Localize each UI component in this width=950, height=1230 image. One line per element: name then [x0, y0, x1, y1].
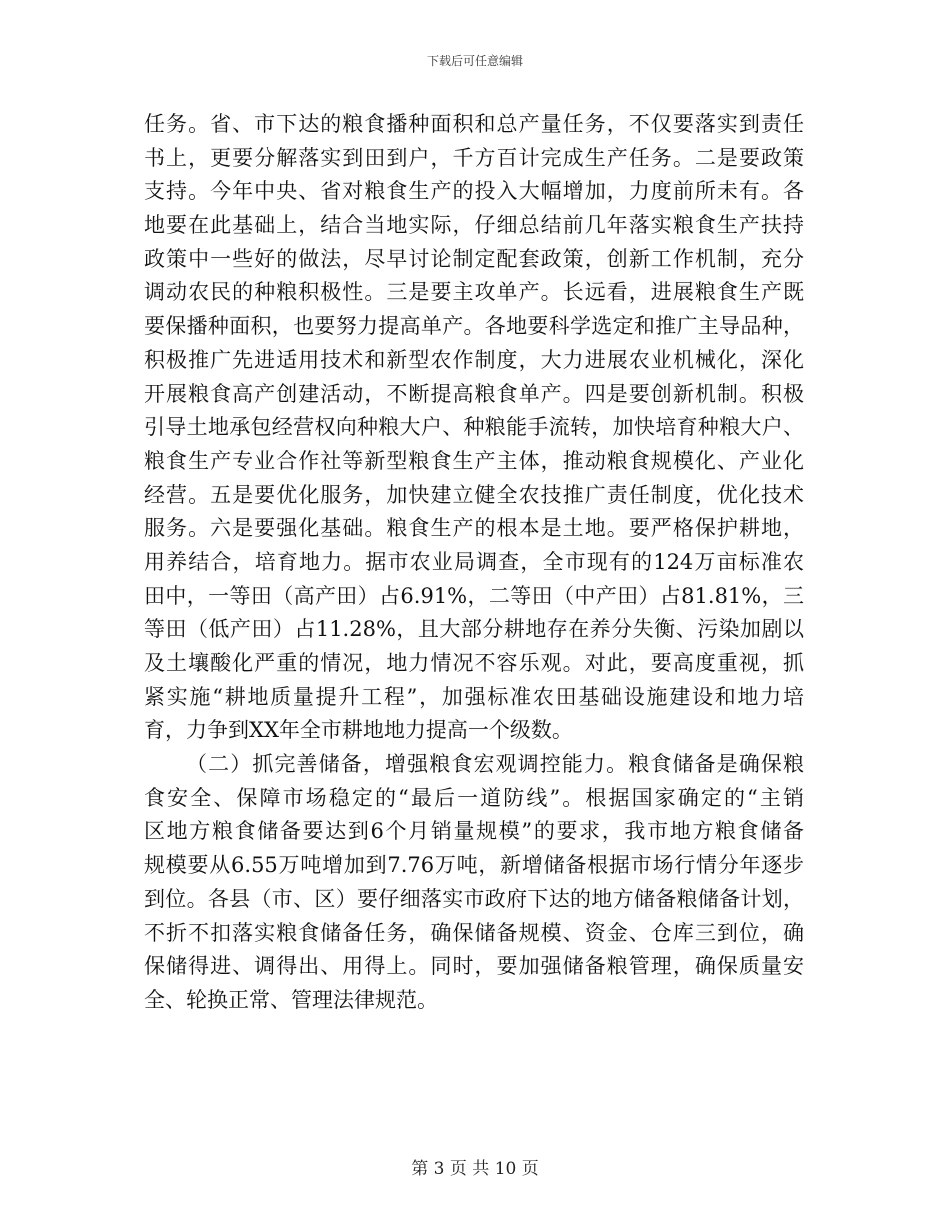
text-line: 经营。五是要优化服务，加快建立健全农技推广责任制度，优化技术	[144, 482, 804, 507]
text-line: 田中，一等田（高产田）占6.91%，二等田（中产田）占81.81%，三	[144, 583, 804, 608]
text-line: 及土壤酸化严重的情况，地力情况不容乐观。对此，要高度重视，抓	[144, 651, 804, 675]
page-header-note: 下载后可任意编辑	[426, 54, 523, 68]
text-line: 调动农民的种粮积极性。三是要主攻单产。长远看，进展粮食生产既	[144, 280, 804, 305]
text-line: 不折不扣落实粮食储备任务，确保储备规模、资金、仓库三到位，确	[144, 920, 804, 945]
text-line: 引导土地承包经营权向种粮大户、种粮能手流转，加快培育种粮大户、	[144, 415, 804, 440]
text-line: 育，力争到XX年全市耕地地力提高一个级数。	[144, 718, 573, 743]
text-line: 支持。今年中央、省对粮食生产的投入大幅增加，力度前所未有。各	[144, 179, 804, 204]
text-line: 食安全、保障市场稳定的“最后一道防线”。根据国家确定的“主销	[144, 785, 804, 810]
text-line: 粮食生产专业合作社等新型粮食生产主体，推动粮食规模化、产业化	[144, 448, 804, 473]
text-line: 任务。省、市下达的粮食播种面积和总产量任务，不仅要落实到责任	[144, 112, 804, 136]
text-line: 用养结合，培育地力。据市农业局调查，全市现有的124万亩标准农	[144, 549, 804, 574]
text-line: 全、轮换正常、管理法律规范。	[144, 987, 438, 1012]
text-line: 服务。六是要强化基础。粮食生产的根本是土地。要严格保护耕地，	[144, 516, 804, 541]
text-line: 开展粮食高产创建活动，不断提高粮食单产。四是要创新机制。积极	[144, 381, 804, 406]
document-body	[144, 108, 804, 1018]
text-line: 积极推广先进适用技术和新型农作制度，大力进展农业机械化，深化	[144, 347, 804, 372]
text-line: 区地方粮食储备要达到6个月销量规模”的要求，我市地方粮食储备	[144, 819, 804, 844]
text-line: 书上，更要分解落实到田到户，千方百计完成生产任务。二是要政策	[144, 145, 804, 170]
text-line: 政策中一些好的做法，尽早讨论制定配套政策，创新工作机制，充分	[144, 246, 804, 271]
page-number: 第 3 页 共 10 页	[411, 1159, 539, 1179]
text-line: 要保播种面积，也要努力提高单产。各地要科学选定和推广主导品种，	[144, 314, 804, 339]
text-line: 规模要从6.55万吨增加到7.76万吨，新增储备根据市场行情分年逐步	[144, 853, 804, 878]
text-line: 等田（低产田）占11.28%，且大部分耕地存在养分失衡、污染加剧以	[144, 617, 804, 642]
text-line: 紧实施“耕地质量提升工程”，加强标准农田基础设施建设和地力培	[144, 684, 804, 709]
text-line: 到位。各县（市、区）要仔细落实市政府下达的地方储备粮储备计划，	[144, 886, 804, 911]
text-line: 保储得进、调得出、用得上。同时，要加强储备粮管理，确保质量安	[144, 954, 804, 979]
text-line-section-heading: （二）抓完善储备，增强粮食宏观调控能力。粮食储备是确保粮	[186, 752, 804, 777]
text-line: 地要在此基础上，结合当地实际，仔细总结前几年落实粮食生产扶持	[144, 213, 804, 238]
